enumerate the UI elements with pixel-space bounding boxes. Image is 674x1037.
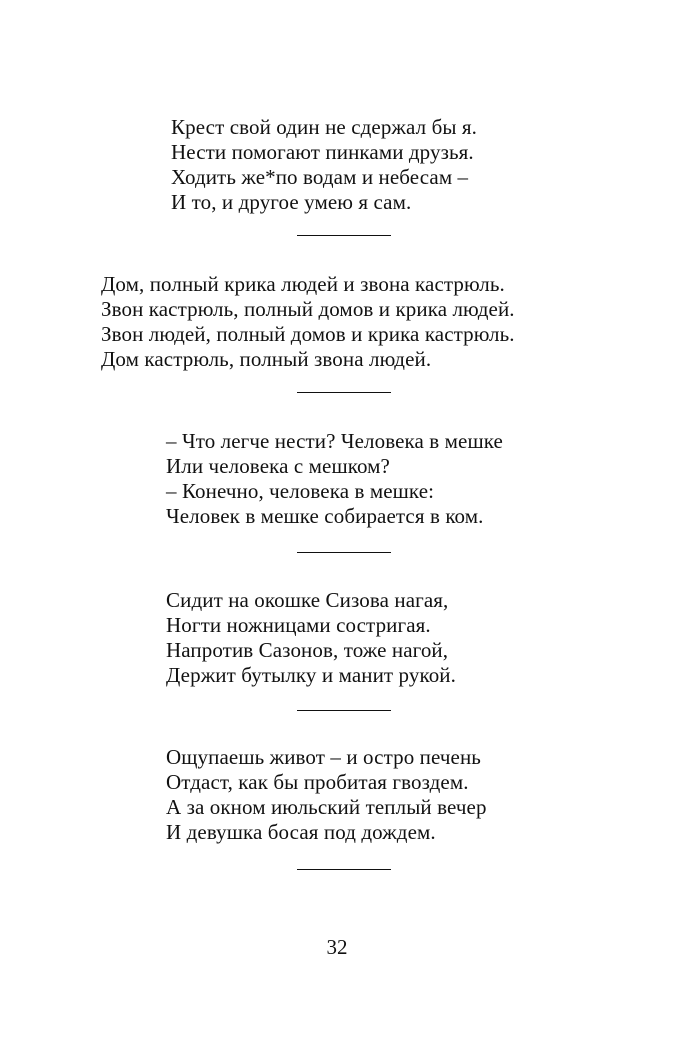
poem-line: Звон кастрюль, полный домов и крика людей. <box>101 297 515 321</box>
section-divider <box>297 710 391 711</box>
section-divider <box>297 392 391 393</box>
poem-line: Нести помогают пинками друзья. <box>171 140 474 164</box>
poem-line: – Что легче нести? Человека в мешке <box>166 429 503 453</box>
stanza-5 <box>166 745 487 845</box>
page-number: 32 <box>326 935 348 959</box>
stanza-2 <box>101 272 515 372</box>
poem-line: Отдаст, как бы пробитая гвоздем. <box>166 770 469 794</box>
poem-line: Держит бутылку и манит рукой. <box>166 663 456 687</box>
poem-line: Сидит на окошке Сизова нагая, <box>166 588 449 612</box>
poem-line: Дом, полный крика людей и звона кастрюль. <box>101 272 505 296</box>
poem-line: И то, и другое умею я сам. <box>171 190 412 214</box>
poem-line: Дом кастрюль, полный звона людей. <box>101 347 432 371</box>
stanza-3 <box>166 429 503 529</box>
poem-line: А за окном июльский теплый вечер <box>166 795 487 819</box>
poem-line: И девушка босая под дождем. <box>166 820 436 844</box>
section-divider <box>297 552 391 553</box>
poem-line: – Конечно, человека в мешке: <box>166 479 435 503</box>
stanza-1 <box>171 115 477 215</box>
poem-line: Звон людей, полный домов и крика кастрюль. <box>101 322 515 346</box>
section-divider <box>297 235 391 236</box>
poem-line: Напротив Сазонов, тоже нагой, <box>166 638 449 662</box>
poem-line: Человек в мешке собирается в ком. <box>166 504 484 528</box>
poem-line: Ходить же*по водам и небесам – <box>171 165 469 189</box>
section-divider <box>297 869 391 870</box>
poem-line: Ощупаешь живот – и остро печень <box>166 745 481 769</box>
poem-line: Или человека с мешком? <box>166 454 390 478</box>
stanza-4 <box>166 588 456 688</box>
poem-line: Ногти ножницами состригая. <box>166 613 431 637</box>
poem-line: Крест свой один не сдержал бы я. <box>171 115 478 139</box>
